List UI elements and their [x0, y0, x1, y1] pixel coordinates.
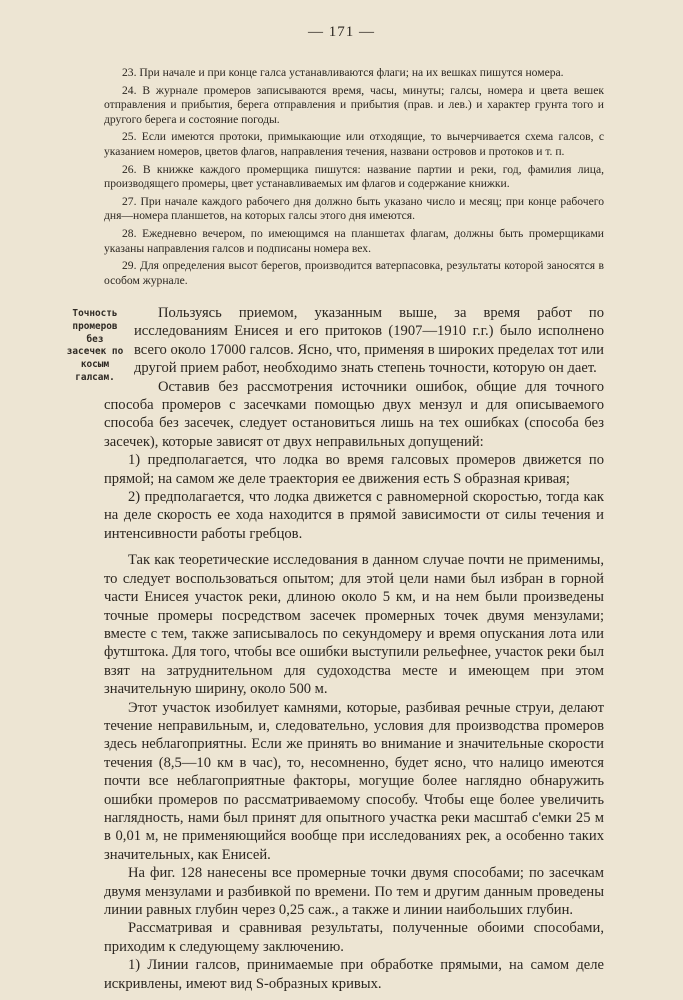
paragraph: 1) предполагается, что лодка во время галсовых промеров движется по прямой; на самом же деле траектория ее движения есть S образная кривая; — [104, 452, 604, 487]
paragraph: Оставив без рассмотрения источники ошибок, общие для точного способа промеров с засечками помощью двух мензул и для описываемого способа без засечек, следует остановиться лишь на тех ошибках (способа без засечек), которые зависят от двух неправильных допущений: — [104, 378, 604, 450]
instruction-item: 24. В журнале промеров записываются время, часы, минуты; галсы, номера и цвета вешек отправления и прибытия, берега отправления и прибытия (прав. и лев.) и характер грунта того и другого берега и состояние погоды. — [104, 83, 604, 126]
instruction-item: 27. При начале каждого рабочего дня должно быть указано число и месяц; при конце рабочего дня—номера планшетов, на которых галсы этого дня имеются. — [104, 194, 604, 223]
instruction-item: 25. Если имеются протоки, примыкающие или отходящие, то вычерчивается схема галсов, с указанием номеров, цветов флагов, направления течения, названи островов и протоков и т. п. — [104, 130, 604, 158]
paragraph: На фиг. 128 нанесены все промерные точки двумя способами; по засечкам двумя мензулами и разбивкой по времени. По тем и другим данным проведены линии равных глубин через 0,25 саж., а также и линии наибольших глубин. — [104, 865, 604, 918]
instruction-item: 29. Для определения высот берегов, производится ватерпасовка, результаты которой заносятся в особом журнале. — [104, 259, 604, 287]
accuracy-section — [66, 304, 604, 993]
instruction-item: 26. В книжке каждого промерщика пишутся: название партии и реки, год, фамилия лица, производящего промеры, цвет устанавливаемых им флагов и содержание книжки. — [104, 162, 604, 191]
paragraph: 1) Линии галсов, принимаемые при обработке прямыми, на самом деле искривлены, имеют вид S-образных кривых. — [104, 957, 604, 992]
instructions-list — [104, 66, 604, 291]
paragraph: Так как теоретические исследования в данном случае почти не применимы, то следует воспользоваться опытом; для этой цели нами был избран в горной части Енисея участок реки, длиною около 5 км, и на нем были произведены точные промеры посредством засечек промерных точек двумя мензулами; вместе с тем, также записывалось по секундомеру и время опускания лота или футштока. Для того, чтобы все ошибки выступили рельефнее, участок реки был взят на затруднительном для судоходства месте и имеющем при этом значительную ширину, около 500 м. — [104, 552, 604, 698]
paragraph: Этот участок изобилует камнями, которые, разбивая речные струи, делают течение неправильным, и, следовательно, условия для производства промеров здесь неблагоприятны. Если же принять во внимание и значительные скорости течения (8,5—10 км в час), то, несомненно, будет ясно, что налицо имеются почти все неблагоприятные факторы, могущие более наглядно обнаружить ошибки промеров по рассматриваемому способу. Чтобы еще более увеличить наглядность, нами был принят для опытного участка реки масштаб с'емки 25 м в 0,01 м, не применяющийся вообще при исследованиях рек, а особенно таких значительных, как Енисей. — [104, 699, 604, 863]
page-number: — 171 — — [308, 24, 375, 40]
paragraph: Пользуясь приемом, указанным выше, за время работ по исследованиям Енисея и его притоков (1907—1910 г.г.) было исполнено всего около 17000 галсов. Ясно, что, применяя в широких пределах тот или другой прием работ, необходимо знать степень точности, которую он дает. — [134, 305, 604, 377]
paragraph: 2) предполагается, что лодка движется с равномерной скоростью, тогда как на деле скорость ее хода находится в прямой зависимости от силы течения и интенсивности работы гребцов. — [104, 489, 604, 542]
instruction-item: 23. При начале и при конце галса устанавливаются флаги; на их вешках пишутся номера. — [122, 66, 564, 79]
side-heading: Точность промеров без засечек по косым галсам. — [66, 308, 124, 383]
instruction-item: 28. Ежедневно вечером, по имеющимся на планшетах флагам, должны быть промерщиками указаны направления галсов и подписаны номера вех. — [104, 226, 604, 255]
paragraph: Рассматривая и сравнивая результаты, полученные обоими способами, приходим к следующему заключению. — [104, 920, 604, 955]
